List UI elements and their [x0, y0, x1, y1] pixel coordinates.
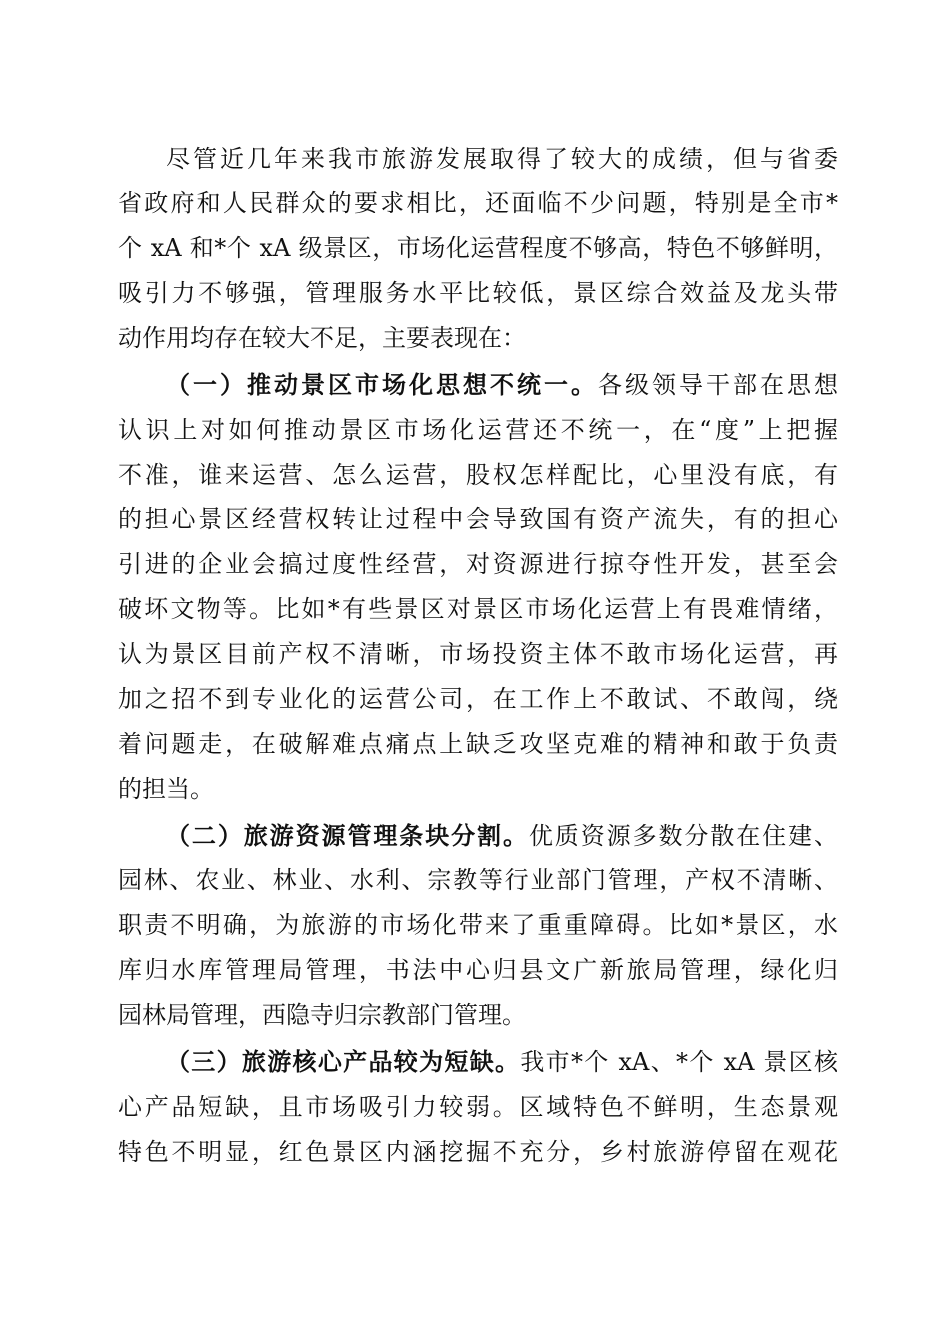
section-3-text: 我市*个 xA、*个 xA 景区核	[520, 1048, 838, 1076]
section-heading-2: （二）旅游资源管理条块分割。	[166, 821, 529, 850]
paragraph-2-line-6: 破坏文物等。比如*有些景区对景区市场化运营上有畏难情绪，	[118, 595, 838, 623]
paragraph-3-line-4: 库归水库管理局管理，书法中心归县文广新旅局管理，绿化归	[118, 956, 838, 984]
paragraph-2-line-10: 的担当。	[118, 775, 214, 803]
paragraph-1-line-3: 个 xA 和*个 xA 级景区，市场化运营程度不够高，特色不够鲜明，	[118, 234, 838, 262]
paragraph-2-line-9: 着问题走，在破解难点痛点上缺乏攻坚克难的精神和敢于负责	[118, 730, 838, 758]
paragraph-3-line-3: 职责不明确，为旅游的市场化带来了重重障碍。比如*景区，水	[118, 911, 838, 939]
paragraph-2-line-1	[166, 363, 838, 407]
paragraph-3-line-1	[166, 814, 838, 858]
section-heading-3: （三）旅游核心产品较为短缺。	[166, 1047, 521, 1076]
section-1-text: 各级领导干部在思想	[598, 371, 838, 399]
paragraph-1-line-1: 尽管近几年来我市旅游发展取得了较大的成绩，但与省委	[166, 145, 838, 173]
paragraph-1-line-2: 省政府和人民群众的要求相比，还面临不少问题，特别是全市*	[118, 189, 838, 217]
paragraph-1-line-5: 动作用均存在较大不足，主要表现在：	[118, 324, 526, 352]
paragraph-4-line-1	[166, 1040, 838, 1084]
paragraph-2-line-4: 的担心景区经营权转让过程中会导致国有资产流失，有的担心	[118, 505, 838, 533]
paragraph-4-line-2: 心产品短缺，且市场吸引力较弱。区域特色不鲜明，生态景观	[118, 1093, 838, 1121]
section-heading-1: （一）推动景区市场化思想不统一。	[166, 370, 598, 399]
paragraph-2-line-8: 加之招不到专业化的运营公司，在工作上不敢试、不敢闯，绕	[118, 685, 838, 713]
paragraph-2-line-2: 认识上对如何推动景区市场化运营还不统一，在“度”上把握	[118, 416, 838, 444]
paragraph-3-line-2: 园林、农业、林业、水利、宗教等行业部门管理，产权不清晰、	[118, 866, 838, 894]
paragraph-2-line-3: 不准，谁来运营、怎么运营，股权怎样配比，心里没有底，有	[118, 461, 838, 489]
section-2-text: 优质资源多数分散在住建、	[528, 822, 839, 850]
paragraph-2-line-5: 引进的企业会搞过度性经营，对资源进行掠夺性开发，甚至会	[118, 550, 838, 578]
paragraph-1-line-4: 吸引力不够强，管理服务水平比较低，景区综合效益及龙头带	[118, 279, 838, 307]
paragraph-4-line-3: 特色不明显，红色景区内涵挖掘不充分，乡村旅游停留在观花	[118, 1138, 838, 1166]
paragraph-3-line-5: 园林局管理，西隐寺归宗教部门管理。	[118, 1001, 526, 1029]
paragraph-2-line-7: 认为景区目前产权不清晰，市场投资主体不敢市场化运营，再	[118, 640, 838, 668]
